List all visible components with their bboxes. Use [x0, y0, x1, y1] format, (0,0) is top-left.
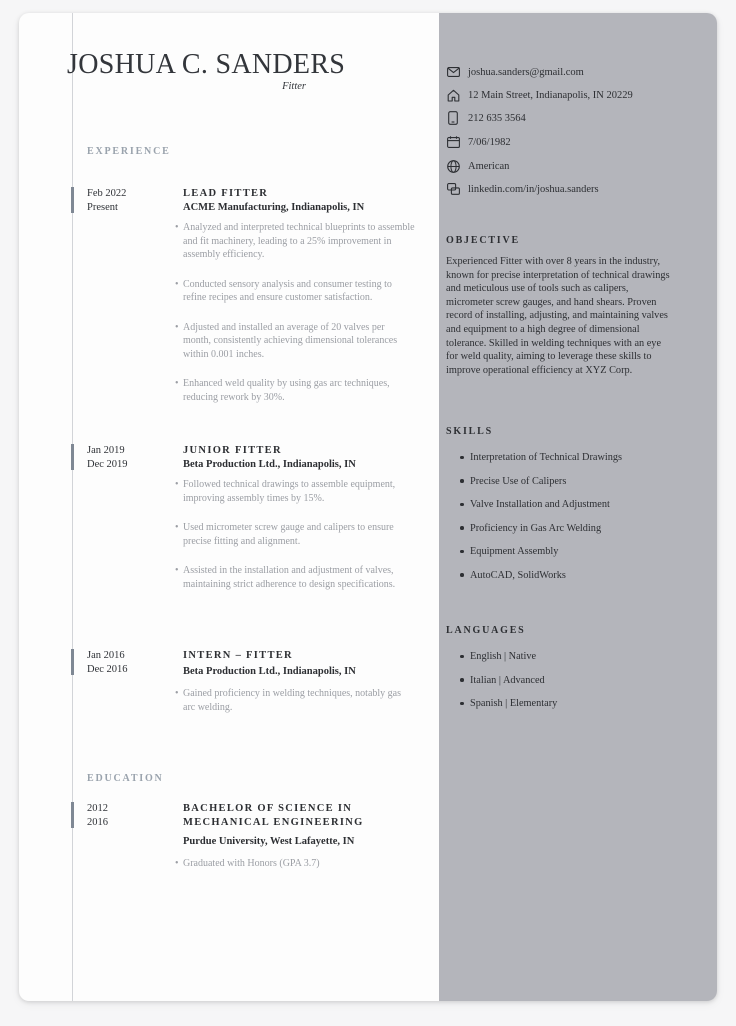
contact-phone[interactable]	[446, 110, 696, 126]
birthdate-text: 7/06/1982	[468, 136, 511, 148]
email-text: joshua.sanders@gmail.com	[468, 66, 584, 78]
job-company: Beta Production Ltd., Indianapolis, IN	[183, 459, 356, 470]
job-end-date: Dec 2019	[87, 459, 128, 470]
calendar-icon	[446, 135, 460, 149]
objective-heading: OBJECTIVE	[446, 235, 520, 246]
language-item: English | Native	[446, 650, 676, 674]
school-name: Purdue University, West Lafayette, IN	[183, 836, 355, 847]
job-bullet: • Analyzed and interpreted technical blueprints to assemble and fit machinery, leading to a 25% improvement in assembly efficiency.	[175, 221, 415, 262]
nationality-text: American	[468, 160, 510, 172]
job-bullets	[175, 221, 415, 404]
education-start-date: 2012	[87, 803, 108, 814]
linkedin-text: linkedin.com/in/joshua.sanders	[468, 183, 599, 195]
skill-item: AutoCAD, SolidWorks	[446, 569, 676, 593]
job-dates	[87, 187, 126, 215]
mail-icon	[446, 65, 460, 79]
education-end-date: 2016	[87, 817, 108, 828]
job-bullet: • Gained proficiency in welding techniques, notably gas arc welding.	[175, 687, 415, 714]
contact-nationality	[446, 158, 696, 174]
job-start-date: Jan 2016	[87, 650, 125, 661]
timeline-marker	[71, 649, 74, 675]
link-icon	[446, 182, 460, 196]
languages-heading: LANGUAGES	[446, 625, 526, 636]
degree-title-line: BACHELOR OF SCIENCE IN	[183, 803, 353, 814]
timeline-marker	[71, 187, 74, 213]
timeline-line	[72, 13, 73, 1001]
job-dates	[87, 649, 128, 677]
job-company: ACME Manufacturing, Indianapolis, IN	[183, 202, 365, 213]
job-company: Beta Production Ltd., Indianapolis, IN	[183, 666, 356, 677]
job-dates	[87, 444, 128, 472]
job-bullets	[175, 687, 415, 714]
skills-list	[446, 451, 676, 593]
job-start-date: Feb 2022	[87, 188, 127, 199]
home-icon	[446, 88, 460, 102]
job-end-date: Dec 2016	[87, 664, 128, 675]
timeline-marker	[71, 444, 74, 470]
phone-icon	[446, 111, 460, 125]
skill-item: Interpretation of Technical Drawings	[446, 451, 676, 475]
skill-item: Valve Installation and Adjustment	[446, 498, 676, 522]
job-bullet: • Assisted in the installation and adjustment of valves, maintaining strict adherence to design specifications.	[175, 564, 415, 591]
skill-item: Equipment Assembly	[446, 545, 676, 569]
education-heading: EDUCATION	[87, 773, 164, 784]
education-bullets	[175, 857, 415, 871]
job-title: JUNIOR FITTER	[183, 445, 282, 456]
job-bullet: • Used micrometer screw gauge and calipers to ensure precise fitting and alignment.	[175, 521, 415, 548]
candidate-role: Fitter	[282, 81, 306, 92]
objective-text: Experienced Fitter with over 8 years in the industry, known for precise interpretation of technical drawings and meticulous use of tools such as calipers, micrometer screw gauges, and hand shears. Proven record of installing, adjusting, and maintaining valves and equipment to a high degree of dimensional tolerance. Skilled in welding techniques with an eye for weld quality, aiming to leverage these skills to improve operational efficiency at XYZ Corp.	[446, 256, 670, 376]
timeline-marker	[71, 802, 74, 828]
contact-linkedin[interactable]	[446, 181, 696, 197]
phone-text: 212 635 3564	[468, 112, 526, 124]
job-bullet: • Followed technical drawings to assemble equipment, improving assembly times by 15%.	[175, 478, 415, 505]
job-start-date: Jan 2019	[87, 445, 125, 456]
job-bullets	[175, 478, 415, 591]
language-item: Spanish | Elementary	[446, 697, 676, 721]
education-note: • Graduated with Honors (GPA 3.7)	[175, 857, 415, 871]
job-bullet: • Enhanced weld quality by using gas arc techniques, reducing rework by 30%.	[175, 377, 415, 404]
job-title: LEAD FITTER	[183, 188, 269, 199]
education-dates	[87, 802, 108, 830]
contact-birthdate	[446, 134, 696, 150]
job-end-date: Present	[87, 202, 118, 213]
contact-address	[446, 87, 696, 103]
job-title: INTERN – FITTER	[183, 650, 293, 661]
job-bullet: • Conducted sensory analysis and consumer testing to refine recipes and ensure customer satisfaction.	[175, 278, 415, 305]
experience-heading: EXPERIENCE	[87, 146, 171, 157]
globe-icon	[446, 159, 460, 173]
languages-list	[446, 650, 676, 721]
degree-title	[183, 802, 364, 830]
job-bullet: • Adjusted and installed an average of 20 valves per month, consistently achieving dimensional tolerances within 0.001 inches.	[175, 321, 415, 362]
address-text: 12 Main Street, Indianapolis, IN 20229	[468, 89, 633, 101]
language-item: Italian | Advanced	[446, 674, 676, 698]
candidate-name: JOSHUA C. SANDERS	[67, 49, 346, 80]
skill-item: Proficiency in Gas Arc Welding	[446, 522, 676, 546]
contact-email[interactable]	[446, 64, 696, 80]
skills-heading: SKILLS	[446, 426, 493, 437]
degree-title-line: MECHANICAL ENGINEERING	[183, 817, 364, 828]
skill-item: Precise Use of Calipers	[446, 475, 676, 499]
